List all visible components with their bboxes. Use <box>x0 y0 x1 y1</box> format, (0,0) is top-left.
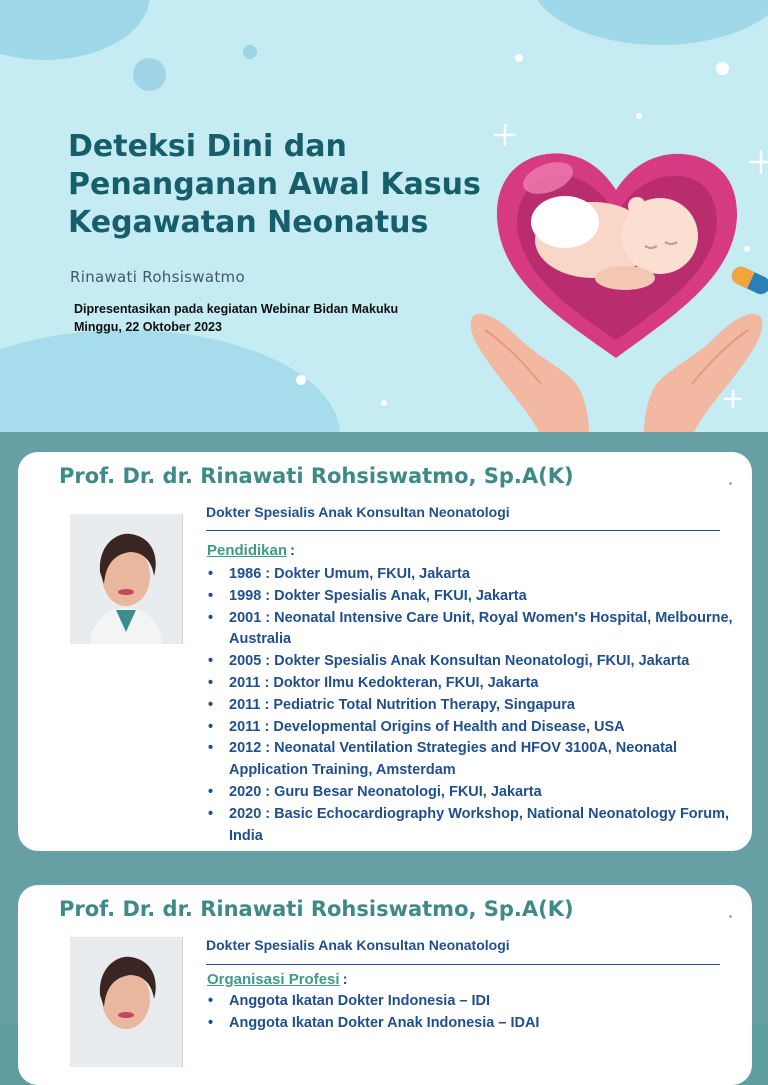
author-name: Rinawati Rohsiswatmo <box>70 268 245 286</box>
card-title: Prof. Dr. dr. Rinawati Rohsiswatmo, Sp.A(K) <box>59 897 574 921</box>
decor-dot <box>515 54 523 62</box>
decor-blob-top-left <box>0 0 150 60</box>
list-item: • 2005 : Dokter Spesialis Anak Konsultan Neonatologi, FKUI, Jakarta <box>206 651 736 673</box>
card-subtitle: Dokter Spesialis Anak Konsultan Neonatologi <box>206 937 510 953</box>
card-subtitle: Dokter Spesialis Anak Konsultan Neonatologi <box>206 504 510 520</box>
decor-dot <box>243 45 257 59</box>
list-item: • 2020 : Basic Echocardiography Workshop, National Neonatology Forum, India <box>206 804 736 848</box>
decor-dot <box>729 482 732 485</box>
title-slide <box>0 0 768 432</box>
decor-dot <box>133 58 166 91</box>
divider <box>206 530 720 531</box>
card-title: Prof. Dr. dr. Rinawati Rohsiswatmo, Sp.A(K) <box>59 464 574 488</box>
profile-card-education <box>18 452 752 851</box>
section-label-organisasi: Organisasi Profesi : <box>207 971 348 988</box>
capsule-icon <box>729 264 768 297</box>
decor-blob-top-right <box>530 0 768 45</box>
list-item: • 2011 : Developmental Origins of Health and Disease, USA <box>206 717 736 739</box>
list-item: • 2001 : Neonatal Intensive Care Unit, Royal Women's Hospital, Melbourne, Australia <box>206 608 736 652</box>
education-list <box>206 564 736 847</box>
decor-dot <box>729 915 732 918</box>
list-item: • Anggota Ikatan Dokter Indonesia – IDI <box>206 991 736 1013</box>
presentation-info: Dipresentasikan pada kegiatan Webinar Bidan Makuku Minggu, 22 Oktober 2023 <box>74 302 399 334</box>
decor-dot <box>296 375 306 385</box>
list-item: • 2020 : Guru Besar Neonatologi, FKUI, Jakarta <box>206 782 736 804</box>
decor-dot <box>716 62 729 75</box>
list-item: • 2011 : Doktor Ilmu Kedokteran, FKUI, Jakarta <box>206 673 736 695</box>
list-item: • 2012 : Neonatal Ventilation Strategies and HFOV 3100A, Neonatal Application Training, Amsterdam <box>206 738 736 782</box>
heart-baby-hands-illustration <box>465 118 768 432</box>
list-item: • Anggota Ikatan Dokter Anak Indonesia – IDAI <box>206 1013 736 1035</box>
profile-photo <box>70 937 183 1067</box>
presentation-title: Deteksi Dini dan Penanganan Awal Kasus Kegawatan Neonatus <box>68 129 481 240</box>
profile-photo <box>70 514 183 644</box>
section-label-pendidikan: Pendidikan : <box>207 542 296 559</box>
organization-list <box>206 991 736 1035</box>
divider <box>206 964 720 965</box>
decor-blob-bottom-left <box>0 330 340 432</box>
decor-dot <box>381 400 387 406</box>
profile-card-organizations <box>18 885 752 1085</box>
list-item: • 1998 : Dokter Spesialis Anak, FKUI, Jakarta <box>206 586 736 608</box>
list-item: • 1986 : Dokter Umum, FKUI, Jakarta <box>206 564 736 586</box>
list-item: • 2011 : Pediatric Total Nutrition Therapy, Singapura <box>206 695 736 717</box>
